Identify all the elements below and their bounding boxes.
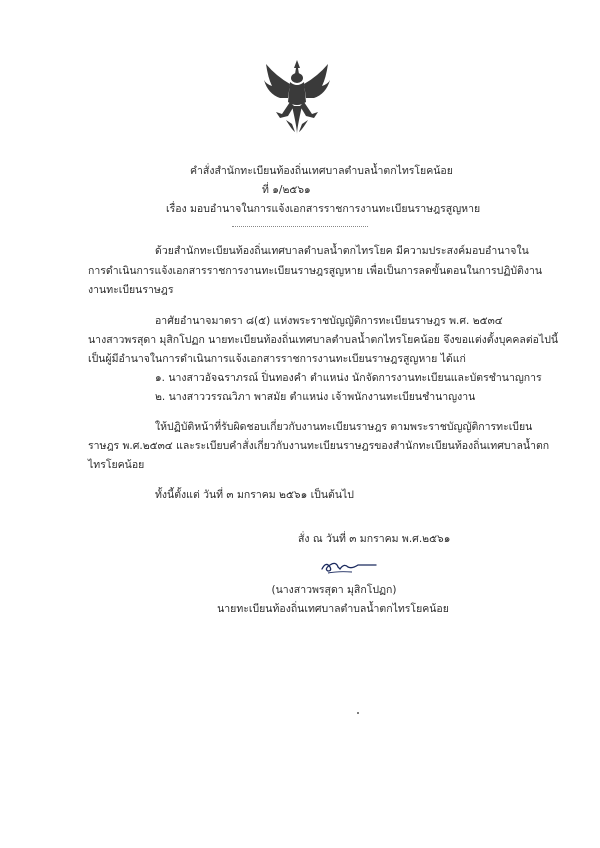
effective-date: ทั้งนี้ตั้งแต่ วันที่ ๓ มกราคม ๒๕๖๑ เป็นต้นไป: [155, 489, 354, 501]
paragraph-2-line-3: เป็นผู้มีอำนาจในการดำเนินการแจ้งเอกสารราชการงานทะเบียนราษฎรสูญหาย ได้แก่: [88, 353, 466, 365]
order-number: ที่ ๑/๒๕๖๑: [262, 184, 311, 196]
garuda-emblem-icon: [262, 58, 332, 136]
order-subject: เรื่อง มอบอำนาจในการแจ้งเอกสารราชการงานทะเบียนราษฎรสูญหาย: [166, 203, 481, 215]
paragraph-3-line-1: ให้ปฏิบัติหน้าที่รับผิดชอบเกี่ยวกับงานทะเบียนราษฎร ตามพระราชบัญญัติการทะเบียน: [155, 421, 533, 433]
signature-image: [318, 557, 380, 577]
paragraph-1-line-2: การดำเนินการแจ้งเอกสารราชการงานทะเบียนราษฎรสูญหาย เพื่อเป็นการลดขั้นตอนในการปฏิบัติงาน: [88, 265, 543, 277]
paragraph-2-line-1: อาศัยอำนาจมาตรา ๘(๕) แห่งพระราชบัญญัติการทะเบียนราษฎร พ.ศ. ๒๕๓๔: [155, 315, 503, 327]
paragraph-2-line-2: นางสาวพรสุดา มุสิกโปฏก นายทะเบียนท้องถิ่นเทศบาลตำบลน้ำตกไทรโยคน้อย จึงขอแต่งตั้งบุคคลต่อไปนี้: [88, 334, 559, 346]
list-item: ๑. นางสาวอัจฉราภรณ์ ปิ่นทองคำ ตำแหน่ง นักจัดการงานทะเบียนและบัตรชำนาญการ: [155, 372, 542, 384]
paragraph-3-line-3: ไทรโยคน้อย: [88, 459, 145, 471]
signer-position: นายทะเบียนท้องถิ่นเทศบาลตำบลน้ำตกไทรโยคน้อย: [217, 603, 449, 615]
paragraph-1-line-1: ด้วยสำนักทะเบียนท้องถิ่นเทศบาลตำบลน้ำตกไทรโยค มีความประสงค์มอบอำนาจใน: [155, 245, 529, 257]
paragraph-3-line-2: ราษฎร พ.ศ.๒๕๓๔ และระเบียบคำสั่งเกี่ยวกับงานทะเบียนราษฎรของสำนักทะเบียนท้องถิ่นเทศบาลน้ำตก: [88, 440, 550, 452]
list-item: ๒. นางสาววรรณวิภา พาสมัย ตำแหน่ง เจ้าพนักงานทะเบียนชำนาญงาน: [155, 391, 476, 403]
ordered-date: สั่ง ณ วันที่ ๓ มกราคม พ.ศ.๒๕๖๑: [298, 533, 451, 545]
paragraph-1-line-3: งานทะเบียนราษฎร: [88, 284, 174, 296]
scan-speck: [357, 712, 359, 714]
signer-name: (นางสาวพรสุดา มุสิกโปฏก): [271, 584, 397, 596]
order-title: คำสั่งสำนักทะเบียนท้องถิ่นเทศบาลตำบลน้ำตกไทรโยคน้อย: [190, 165, 453, 177]
divider-dotted: [232, 226, 368, 227]
